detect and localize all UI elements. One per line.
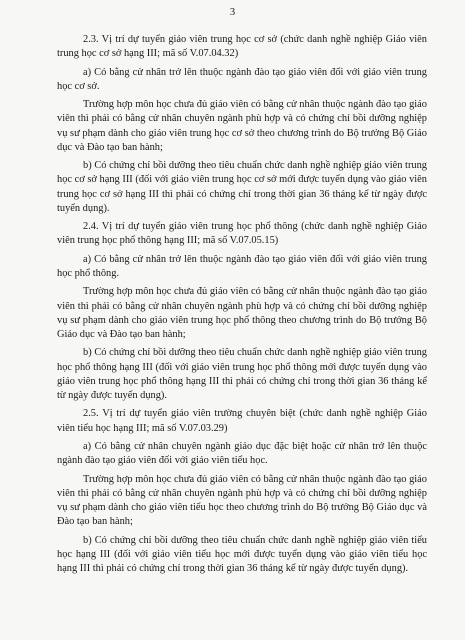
section-heading-2-5: 2.5. Vị trí dự tuyển giáo viên trường chuyên biệt (chức danh nghề nghiệp Giáo viên tiểu học hạng III; mã số V.07.03.29) — [57, 408, 427, 434]
paragraph: b) Có chứng chỉ bồi dưỡng theo tiêu chuẩn chức danh nghề nghiệp giáo viên trung học cơ sở hạng III (đối với giáo viên trung học cơ sở mới được tuyển dụng vào giáo viên trung học cơ sở hạng III thì phải có chứng chỉ trong thời gian 36 tháng kể từ ngày được tuyển dụng). — [57, 160, 427, 214]
paragraph: b) Có chứng chỉ bồi dưỡng theo tiêu chuẩn chức danh nghề nghiệp giáo viên tiểu học hạng III (đối với giáo viên tiểu học mới được tuyển dụng vào giáo viên tiểu học hạng III thì phải có chứng chỉ trong thời gian 36 tháng kể từ ngày được tuyển dụng). — [57, 534, 427, 574]
paragraph: a) Có bằng cử nhân chuyên ngành giáo dục đặc biệt hoặc cử nhân trở lên thuộc ngành đào tạo giáo viên đối với giáo viên tiểu học. — [57, 440, 427, 467]
paragraph: Trường hợp môn học chưa đủ giáo viên có bằng cử nhân thuộc ngành đào tạo giáo viên thì phải có bằng cử nhân chuyên ngành phù hợp và có chứng chỉ bồi dưỡng nghiệp vụ sư phạm dành cho giáo viên trung học phổ thông theo chương trình do Bộ trưởng Bộ Giáo dục và Đào tạo ban hành; — [57, 286, 427, 340]
page-number: 3 — [229, 7, 236, 18]
paragraph: a) Có bằng cử nhân trở lên thuộc ngành đào tạo giáo viên đối với giáo viên trung học cơ sở. — [57, 66, 427, 92]
document-body — [57, 33, 427, 580]
paragraph: Trường hợp môn học chưa đủ giáo viên có bằng cử nhân thuộc ngành đào tạo giáo viên thì phải có bằng cử nhân chuyên ngành phù hợp và có chứng chỉ bồi dưỡng nghiệp vụ sư phạm dành cho giáo viên tiểu học theo chương trình do Bộ trưởng Bộ Giáo dục và Đào tạo ban hành; — [57, 473, 427, 528]
paragraph: a) Có bằng cử nhân trở lên thuộc ngành đào tạo giáo viên đối với giáo viên trung học phổ thông. — [57, 253, 427, 279]
paragraph: Trường hợp môn học chưa đủ giáo viên có bằng cử nhân thuộc ngành đào tạo giáo viên thì phải có bằng cử nhân chuyên ngành phù hợp và có chứng chỉ bồi dưỡng nghiệp vụ sư phạm dành cho giáo viên trung học cơ sở theo chương trình do Bộ trưởng Bộ Giáo dục và Đào tạo ban hành; — [57, 99, 427, 153]
section-heading-2-4: 2.4. Vị trí dự tuyển giáo viên trung học phổ thông (chức danh nghề nghiệp Giáo viên trung học phổ thông hạng III; mã số V.07.05.15) — [57, 221, 427, 247]
paragraph: b) Có chứng chỉ bồi dưỡng theo tiêu chuẩn chức danh nghề nghiệp giáo viên trung học phổ thông hạng III (đối với giáo viên trung học phổ thông mới được tuyển dụng vào giáo viên trung học phổ thông hạng III thì phải có chứng chỉ trong thời gian 36 tháng kể từ ngày được tuyển dụng). — [57, 347, 427, 401]
section-heading-2-3: 2.3. Vị trí dự tuyển giáo viên trung học cơ sở (chức danh nghề nghiệp Giáo viên trung học cơ sở hạng III; mã số V.07.04.32) — [57, 34, 427, 60]
